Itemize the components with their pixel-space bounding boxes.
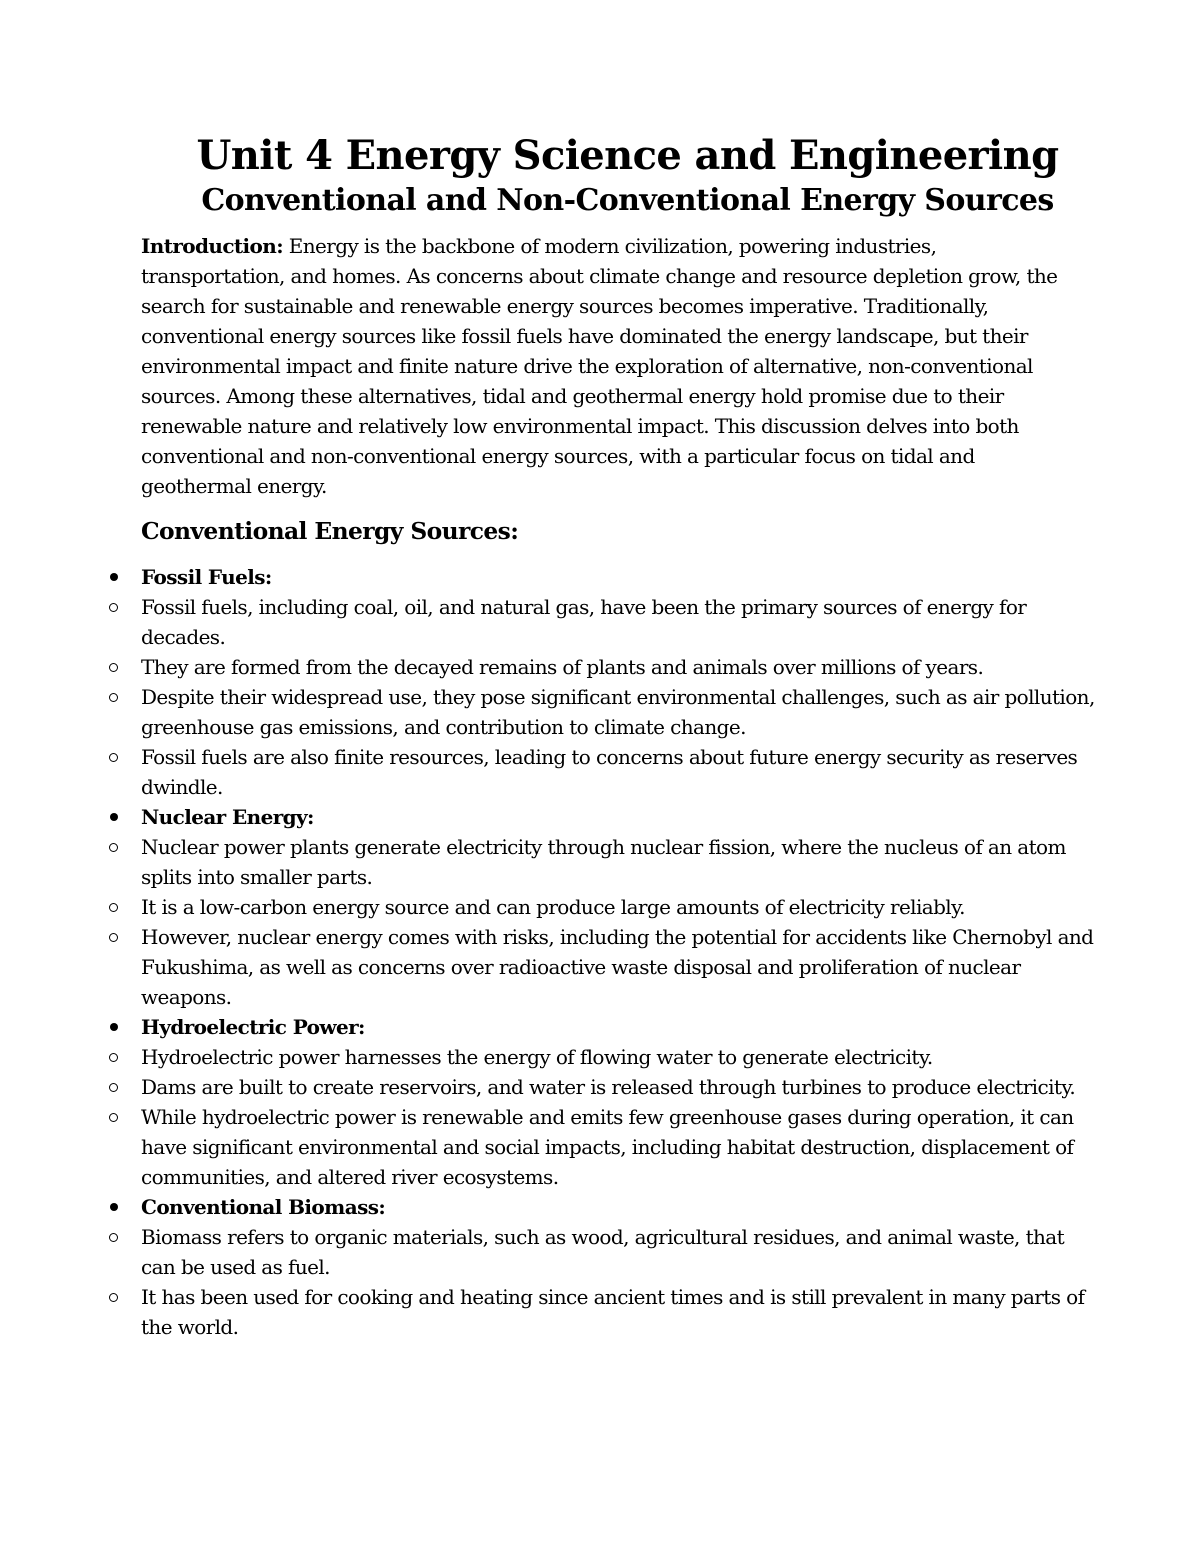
hollow-bullet-icon: [104, 682, 124, 712]
hollow-bullet-icon: [104, 1222, 124, 1252]
list-item-text: However, nuclear energy comes with risks, including the potential for accidents like Chernobyl and Fukushima, as well as concerns over radioactive waste disposal and proliferation of nuclear weapons.: [141, 925, 1094, 1009]
list-sub-item: [0, 592, 1100, 652]
list-item-text: Fossil Fuels:: [141, 565, 272, 589]
hollow-bullet-icon: [104, 1042, 124, 1072]
intro-paragraph: [141, 231, 1076, 501]
list-sub-item: [0, 922, 1100, 1012]
list-sub-item: [0, 1282, 1100, 1342]
list-item-text: Conventional Biomass:: [141, 1195, 386, 1219]
hollow-bullet-icon: [104, 922, 124, 952]
hollow-bullet-icon: [104, 1072, 124, 1102]
list-bullet-item: [0, 1192, 1100, 1222]
hollow-bullet-icon: [104, 892, 124, 922]
hollow-bullet-icon: [104, 592, 124, 622]
list-sub-item: [0, 652, 1100, 682]
list-sub-item: [0, 1222, 1100, 1282]
list-item-text: Biomass refers to organic materials, such as wood, agricultural residues, and animal waste, that can be used as fuel.: [141, 1225, 1065, 1279]
list-item-text: Hydroelectric power harnesses the energy of flowing water to generate electricity.: [141, 1045, 933, 1069]
list-sub-item: [0, 742, 1100, 802]
hollow-bullet-icon: [104, 742, 124, 772]
list-bullet-item: [0, 802, 1100, 832]
list-sub-item: [0, 1042, 1100, 1072]
list-item-text: Nuclear Energy:: [141, 805, 314, 829]
list-item-text: It is a low-carbon energy source and can produce large amounts of electricity reliably.: [141, 895, 965, 919]
filled-bullet-icon: [104, 562, 124, 592]
list-sub-item: [0, 1072, 1100, 1102]
list-sub-item: [0, 1102, 1100, 1192]
document-subtitle: Conventional and Non-Conventional Energy Sources: [201, 183, 1054, 218]
list-sub-item: [0, 682, 1100, 742]
hollow-bullet-icon: [104, 1102, 124, 1132]
filled-bullet-icon: [104, 802, 124, 832]
list-item-text: Despite their widespread use, they pose significant environmental challenges, such as air pollution, greenhouse gas emissions, and contribution to climate change.: [141, 685, 1095, 739]
hollow-bullet-icon: [104, 652, 124, 682]
list-sub-item: [0, 832, 1100, 892]
filled-bullet-icon: [104, 1012, 124, 1042]
energy-source-list: [0, 562, 1100, 1342]
intro-lead: Introduction:: [141, 234, 284, 258]
list-item-text: Fossil fuels, including coal, oil, and natural gas, have been the primary sources of energy for decades.: [141, 595, 1027, 649]
list-item-text: It has been used for cooking and heating since ancient times and is still prevalent in many parts of the world.: [141, 1285, 1085, 1339]
list-item-text: Hydroelectric Power:: [141, 1015, 365, 1039]
document-title: Unit 4 Energy Science and Engineering: [196, 132, 1059, 179]
list-bullet-item: [0, 562, 1100, 592]
list-item-text: Dams are built to create reservoirs, and water is released through turbines to produce electricity.: [141, 1075, 1076, 1099]
list-item-text: While hydroelectric power is renewable and emits few greenhouse gases during operation, it can have significant environmental and social impacts, including habitat destruction, displacement of communities, and altered river ecosystems.: [141, 1105, 1074, 1189]
list-sub-item: [0, 892, 1100, 922]
list-item-text: They are formed from the decayed remains of plants and animals over millions of years.: [141, 655, 984, 679]
hollow-bullet-icon: [104, 1282, 124, 1312]
section-heading: Conventional Energy Sources:: [141, 517, 519, 545]
list-item-text: Nuclear power plants generate electricity through nuclear fission, where the nucleus of an atom splits into smaller parts.: [141, 835, 1066, 889]
intro-text: Energy is the backbone of modern civilization, powering industries, transportation, and homes. As concerns about climate change and resource depletion grow, the search for sustainable and renewable energy sources becomes imperative. Traditionally, conventional energy sources like fossil fuels have dominated the energy landscape, but their environmental impact and finite nature drive the exploration of alternative, non-conventional sources. Among these alternatives, tidal and geothermal energy hold promise due to their renewable nature and relatively low environmental impact. This discussion delves into both conventional and non-conventional energy sources, with a particular focus on tidal and geothermal energy.: [141, 234, 1058, 498]
hollow-bullet-icon: [104, 832, 124, 862]
filled-bullet-icon: [104, 1192, 124, 1222]
list-bullet-item: [0, 1012, 1100, 1042]
list-item-text: Fossil fuels are also finite resources, leading to concerns about future energy security as reserves dwindle.: [141, 745, 1078, 799]
